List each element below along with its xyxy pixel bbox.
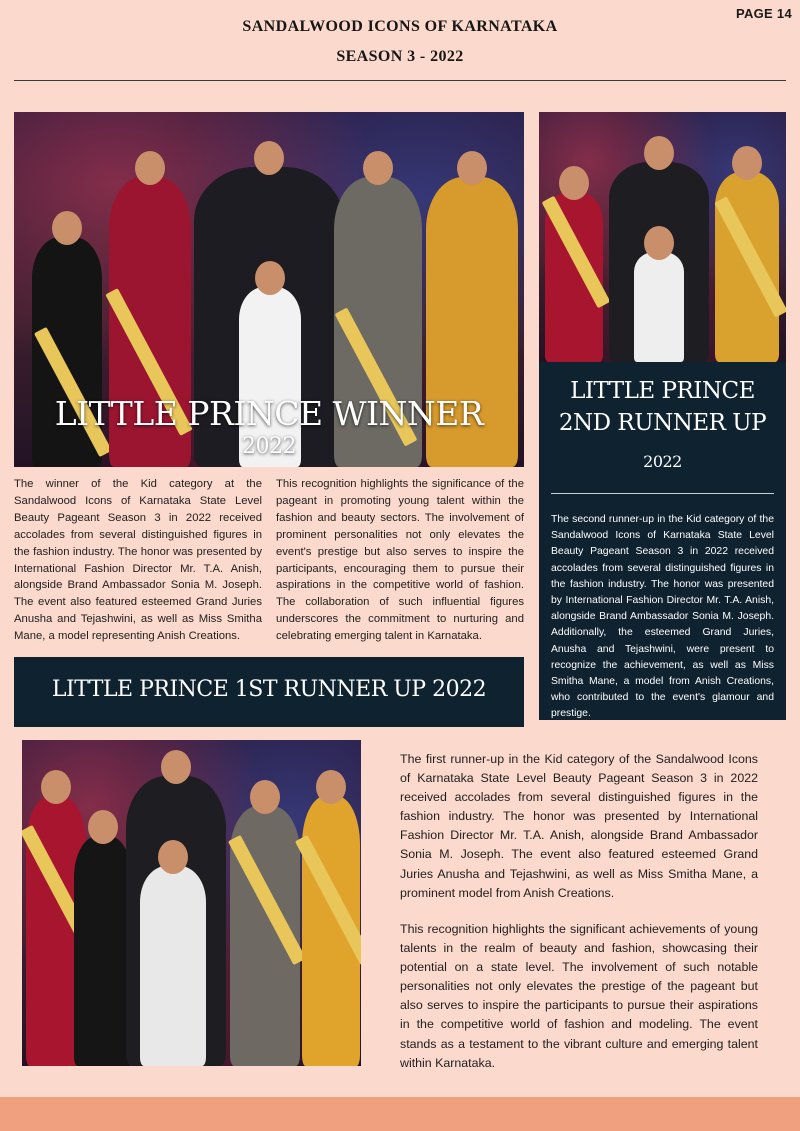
footer-band bbox=[0, 1097, 800, 1131]
winner-title: LITTLE PRINCE WINNER bbox=[54, 394, 484, 433]
page-subtitle: SEASON 3 - 2022 bbox=[336, 48, 464, 65]
first-runner-up-photo bbox=[22, 740, 361, 1066]
second-runner-up-photo bbox=[539, 112, 786, 362]
winner-column-1: The winner of the Kid category at the Sandalwood Icons of Karnataka State Level Beauty Pageant Season 3 in 2022 received accolades from several distinguished figures in the fashion industry. The honor was presented by International Fashion Director Mr. T.A. Anish, alongside Brand Ambassador Sonia M. Joseph. The event also featured esteemed Grand Juries Anusha and Tejashwini, as well as Miss Smitha Mane, a model representing Anish Creations. bbox=[14, 478, 262, 643]
second-runner-up-year: 2022 bbox=[643, 452, 682, 471]
page-title: SANDALWOOD ICONS OF KARNATAKA bbox=[242, 18, 558, 35]
winner-column-2: This recognition highlights the significance of the pageant in promoting young talent within the fashion and beauty sectors. The involvement of prominent personalities not only elevates the event's prestige but also serves to inspire the participants, encouraging them to pursue their aspirations in the competitive world of fashion. The collaboration of such influential figures underscores the commitment to nurturing and celebrating emerging talent in Karnataka. bbox=[276, 478, 524, 643]
second-runner-up-divider bbox=[551, 493, 774, 494]
first-runner-up-paragraph-2: This recognition highlights the significant achievements of young talents in the realm of beauty and fashion, showcasing their potential on a state level. The involvement of such notable personalities not only elevates the prestige of the pageant but also serves to inspire the participants to pursue their aspirations in the competitive world of fashion and modeling. The event stands as a testament to the vibrant culture and emerging talent within Karnataka. bbox=[400, 922, 758, 1070]
header-divider bbox=[14, 80, 786, 81]
second-runner-up-text: The second runner-up in the Kid category of the Sandalwood Icons of Karnataka State Level Beauty Pageant Season 3 in 2022 received accolades from several distinguished figures in the fashion industry. The honor was presented by International Fashion Director Mr. T.A. Anish, alongside Brand Ambassador Sonia M. Joseph. Additionally, the esteemed Grand Juries, Anusha and Tejashwini, were present to recognize the achievement, as well as Miss Smitha Mane, a model from Anish Creations, who contributed to the event's glamour and prestige. bbox=[551, 514, 774, 720]
winner-photo bbox=[14, 112, 524, 467]
winner-year: 2022 bbox=[242, 434, 296, 459]
second-runner-up-panel bbox=[539, 362, 786, 720]
first-runner-up-banner bbox=[14, 657, 524, 727]
second-runner-up-title-line1: LITTLE PRINCE bbox=[570, 378, 755, 404]
first-runner-up-paragraph-1: The first runner-up in the Kid category of the Sandalwood Icons of Karnataka State Level Beauty Pageant Season 3 in 2022 received accolades from several distinguished figures in the fashion industry. The honor was presented by International Fashion Director Mr. T.A. Anish, alongside Brand Ambassador Sonia M. Joseph. The event also featured esteemed Grand Juries Anusha and Tejashwini, as well as Miss Smitha Mane, a prominent model from Anish Creations. bbox=[400, 752, 758, 900]
second-runner-up-title-line2: 2ND RUNNER UP bbox=[558, 410, 767, 436]
page-number: PAGE 14 bbox=[735, 6, 792, 21]
first-runner-up-title: LITTLE PRINCE 1ST RUNNER UP 2022 bbox=[51, 677, 487, 702]
